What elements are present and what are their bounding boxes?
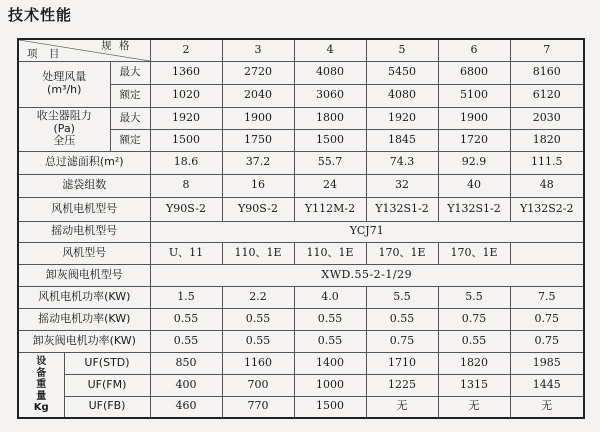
table-cell: 4080 bbox=[294, 61, 366, 84]
table-cell: Y132S1-2 bbox=[366, 197, 438, 221]
table-cell: 1800 bbox=[294, 107, 366, 129]
filter-area-label: 总过滤面积(m²) bbox=[18, 151, 150, 174]
table-cell: 1160 bbox=[222, 352, 294, 374]
table-cell: 18.6 bbox=[150, 151, 222, 174]
air-volume-label bbox=[18, 61, 110, 107]
table-cell: 6120 bbox=[510, 84, 584, 107]
spec-header: 7 bbox=[510, 39, 584, 61]
table-cell bbox=[510, 242, 584, 264]
table-cell: 1500 bbox=[294, 129, 366, 151]
table-cell: 0.75 bbox=[438, 308, 510, 330]
table-cell: 5.5 bbox=[438, 286, 510, 308]
weight-label bbox=[18, 352, 64, 418]
table-cell: 2.2 bbox=[222, 286, 294, 308]
table-cell: 2040 bbox=[222, 84, 294, 107]
table-cell: 1.5 bbox=[150, 286, 222, 308]
resistance-label-line3: 全压 bbox=[53, 134, 76, 148]
shake-motor-power-label: 摇动电机功率(KW) bbox=[18, 308, 150, 330]
shake-motor-model-label: 摇动电机型号 bbox=[18, 221, 150, 242]
valve-motor-model-label: 卸灰阀电机型号 bbox=[18, 264, 150, 286]
table-cell: 无 bbox=[366, 396, 438, 418]
table-cell: 无 bbox=[510, 396, 584, 418]
rated-label: 额定 bbox=[110, 129, 150, 151]
table-row bbox=[18, 374, 584, 396]
table-row bbox=[18, 396, 584, 418]
uf-fb-label: UF(FB) bbox=[64, 396, 150, 418]
table-cell: 92.9 bbox=[438, 151, 510, 174]
table-cell: 1225 bbox=[366, 374, 438, 396]
table-row bbox=[18, 174, 584, 197]
table-cell: 1920 bbox=[366, 107, 438, 129]
table-row bbox=[18, 151, 584, 174]
table-row bbox=[18, 330, 584, 352]
table-cell: 400 bbox=[150, 374, 222, 396]
table-cell: 0.55 bbox=[294, 308, 366, 330]
table-cell: 5.5 bbox=[366, 286, 438, 308]
table-cell: 110、1E bbox=[294, 242, 366, 264]
spec-header: 3 bbox=[222, 39, 294, 61]
table-row bbox=[18, 352, 584, 374]
spec-label: 规 格 bbox=[101, 40, 132, 52]
table-cell: 170、1E bbox=[438, 242, 510, 264]
table-cell: 5450 bbox=[366, 61, 438, 84]
rated-label: 额定 bbox=[110, 84, 150, 107]
table-cell: 0.75 bbox=[366, 330, 438, 352]
table-row bbox=[18, 308, 584, 330]
table-cell: 111.5 bbox=[510, 151, 584, 174]
table-cell: 1900 bbox=[438, 107, 510, 129]
table-cell: 1720 bbox=[438, 129, 510, 151]
table-cell: 1500 bbox=[150, 129, 222, 151]
uf-fm-label: UF(FM) bbox=[64, 374, 150, 396]
page-title: 技术性能 bbox=[8, 6, 73, 24]
resistance-label-line1: 收尘器阻力 bbox=[36, 109, 92, 123]
spec-header: 4 bbox=[294, 39, 366, 61]
table-cell: 700 bbox=[222, 374, 294, 396]
spec-header: 5 bbox=[366, 39, 438, 61]
table-cell: 4.0 bbox=[294, 286, 366, 308]
table-cell: XWD.55-2-1/29 bbox=[150, 264, 584, 286]
table-cell: 0.55 bbox=[438, 330, 510, 352]
table-cell: 1000 bbox=[294, 374, 366, 396]
table-cell: 1820 bbox=[438, 352, 510, 374]
table-cell: 0.55 bbox=[150, 308, 222, 330]
table-cell: 1360 bbox=[150, 61, 222, 84]
weight-label-char: 备 bbox=[36, 367, 47, 379]
table-cell: 1920 bbox=[150, 107, 222, 129]
table-cell: 0.55 bbox=[222, 330, 294, 352]
table-cell: Y90S-2 bbox=[150, 197, 222, 221]
table-cell: 850 bbox=[150, 352, 222, 374]
fan-motor-power-label: 风机电机功率(KW) bbox=[18, 286, 150, 308]
table-cell: 0.75 bbox=[510, 330, 584, 352]
resistance-label bbox=[18, 107, 110, 151]
table-cell: 3060 bbox=[294, 84, 366, 107]
weight-label-char: 重 bbox=[36, 379, 47, 390]
table-cell: 8160 bbox=[510, 61, 584, 84]
table-cell: 1315 bbox=[438, 374, 510, 396]
table-cell: Y132S1-2 bbox=[438, 197, 510, 221]
table-cell: 1985 bbox=[510, 352, 584, 374]
spec-header: 6 bbox=[438, 39, 510, 61]
table-cell: 32 bbox=[366, 174, 438, 197]
table-cell: 4080 bbox=[366, 84, 438, 107]
table-cell: 1820 bbox=[510, 129, 584, 151]
max-label: 最大 bbox=[110, 107, 150, 129]
table-cell: 460 bbox=[150, 396, 222, 418]
table-row bbox=[18, 197, 584, 221]
weight-label-char: Kg bbox=[33, 402, 49, 413]
table-cell: 0.55 bbox=[366, 308, 438, 330]
air-volume-label-line1: 处理风量 bbox=[42, 70, 87, 84]
weight-label-char: 设 bbox=[36, 356, 47, 367]
table-cell: 0.55 bbox=[294, 330, 366, 352]
table-cell: 1445 bbox=[510, 374, 584, 396]
table-cell: 0.55 bbox=[150, 330, 222, 352]
fan-motor-model-label: 风机电机型号 bbox=[18, 197, 150, 221]
table-cell: 40 bbox=[438, 174, 510, 197]
table-cell: U、11 bbox=[150, 242, 222, 264]
table-row bbox=[18, 107, 584, 129]
table-cell: 48 bbox=[510, 174, 584, 197]
table-cell: Y112M-2 bbox=[294, 197, 366, 221]
table-cell: 0.75 bbox=[510, 308, 584, 330]
table-cell: 170、1E bbox=[366, 242, 438, 264]
fan-model-label: 风机型号 bbox=[18, 242, 150, 264]
table-cell: 5100 bbox=[438, 84, 510, 107]
table-row bbox=[18, 221, 584, 242]
valve-motor-power-label: 卸灰阀电机功率(KW) bbox=[18, 330, 150, 352]
table-cell: 1020 bbox=[150, 84, 222, 107]
table-cell: 2720 bbox=[222, 61, 294, 84]
table-row bbox=[18, 286, 584, 308]
table-cell: 2030 bbox=[510, 107, 584, 129]
table-cell: 1500 bbox=[294, 396, 366, 418]
table-cell: YCJ71 bbox=[150, 221, 584, 242]
table-cell: 1750 bbox=[222, 129, 294, 151]
air-volume-label-line2: (m³/h) bbox=[47, 83, 82, 96]
table-row bbox=[18, 242, 584, 264]
table-cell: Y132S2-2 bbox=[510, 197, 584, 221]
table-cell: 16 bbox=[222, 174, 294, 197]
table-cell: 6800 bbox=[438, 61, 510, 84]
table-cell: 74.3 bbox=[366, 151, 438, 174]
table-cell: 55.7 bbox=[294, 151, 366, 174]
spec-header: 2 bbox=[150, 39, 222, 61]
bag-groups-label: 滤袋组数 bbox=[18, 174, 150, 197]
max-label: 最大 bbox=[110, 61, 150, 84]
table-cell: 0.55 bbox=[222, 308, 294, 330]
table-cell: 1845 bbox=[366, 129, 438, 151]
table-cell: 1400 bbox=[294, 352, 366, 374]
header-row bbox=[18, 39, 584, 61]
table-cell: 无 bbox=[438, 396, 510, 418]
weight-label-char: 量 bbox=[36, 390, 47, 402]
table-row bbox=[18, 264, 584, 286]
table-cell: 1900 bbox=[222, 107, 294, 129]
uf-std-label: UF(STD) bbox=[64, 352, 150, 374]
table-cell: 37.2 bbox=[222, 151, 294, 174]
spec-table bbox=[17, 38, 585, 419]
table-cell: 110、1E bbox=[222, 242, 294, 264]
item-label: 项 目 bbox=[27, 48, 64, 61]
table-cell: 1710 bbox=[366, 352, 438, 374]
table-cell: 770 bbox=[222, 396, 294, 418]
table-row bbox=[18, 61, 584, 84]
header-diagonal-cell bbox=[18, 39, 150, 61]
table-cell: 24 bbox=[294, 174, 366, 197]
table-cell: Y90S-2 bbox=[222, 197, 294, 221]
table-cell: 8 bbox=[150, 174, 222, 197]
table-cell: 7.5 bbox=[510, 286, 584, 308]
resistance-label-line2: (Pa) bbox=[53, 121, 75, 135]
